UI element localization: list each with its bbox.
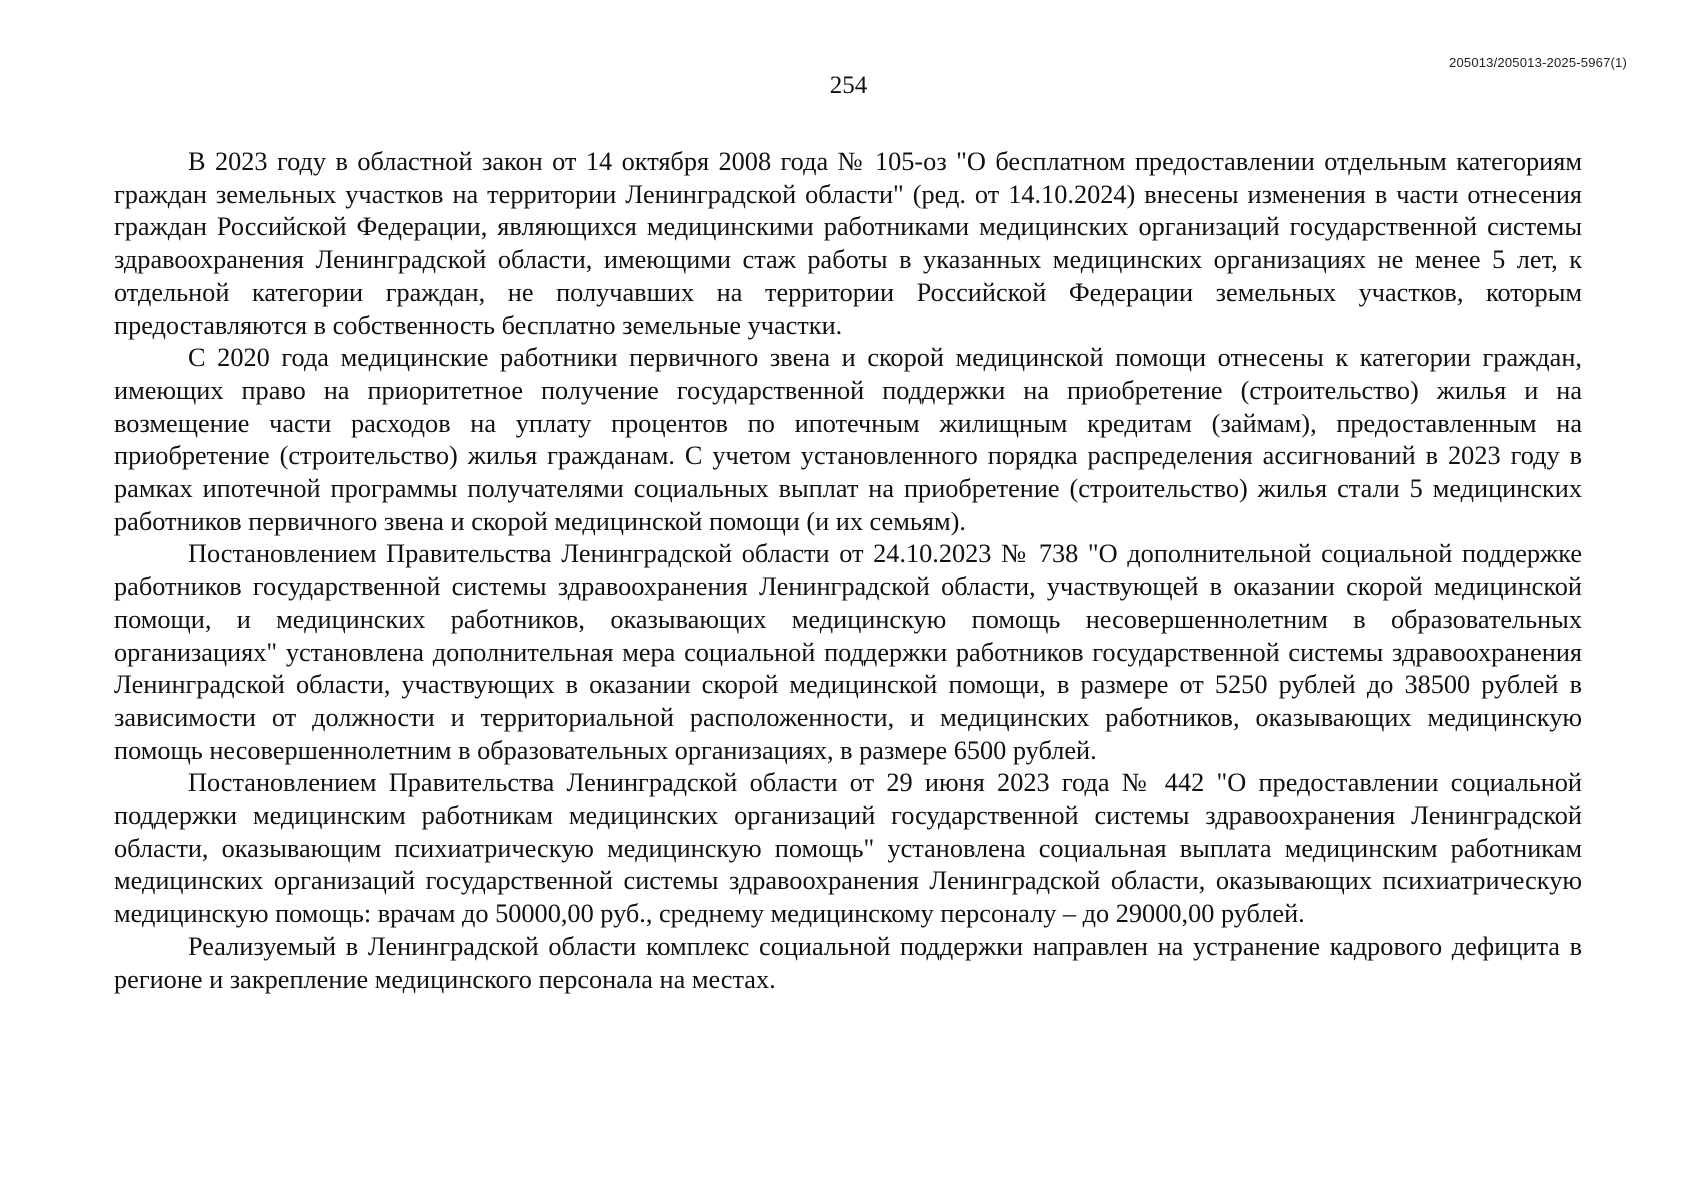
paragraph: Реализуемый в Ленинградской области комплекс социальной поддержки направлен на устранение кадрового дефицита в регионе и закрепление медицинского персонала на местах. <box>114 931 1582 994</box>
paragraph: Постановлением Правительства Ленинградской области от 29 июня 2023 года № 442 "О предоставлении социальной поддержки медицинским работникам медицинских организаций государственной системы здравоохранения Ленинградской области, оказывающим психиатрическую медицинскую помощь" установлена социальная выплата медицинским работникам медицинских организаций государственной системы здравоохранения Ленинградской области, оказывающих психиатрическую медицинскую помощь: врачам до 50000,00 руб., среднему медицинскому персоналу – до 29000,00 рублей. <box>114 768 1582 929</box>
document-id: 205013/205013-2025-5967(1) <box>1449 55 1627 70</box>
paragraph: С 2020 года медицинские работники первичного звена и скорой медицинской помощи отнесены к категории граждан, имеющих право на приоритетное получение государственной поддержки на приобретение (строительство) жилья и на возмещение части расходов на уплату процентов по ипотечным жилищным кредитам (займам), предоставленным на приобретение (строительство) жилья гражданам. С учетом установленного порядка распределения ассигнований в 2023 году в рамках ипотечной программы получателями социальных выплат на приобретение (строительство) жилья стали 5 медицинских работников первичного звена и скорой медицинской помощи (и их семьям). <box>114 343 1582 536</box>
page-number: 254 <box>829 72 868 99</box>
paragraph: Постановлением Правительства Ленинградской области от 24.10.2023 № 738 "О дополнительной социальной поддержке работников государственной системы здравоохранения Ленинградской области, участвующей в оказании скорой медицинской помощи, и медицинских работников, оказывающих медицинскую помощь несовершеннолетним в образовательных организациях" установлена дополнительная мера социальной поддержки работников государственной системы здравоохранения Ленинградской области, участвующих в оказании скорой медицинской помощи, в размере от 5250 рублей до 38500 рублей в зависимости от должности и территориальной расположенности, и медицинских работников, оказывающих медицинскую помощь несовершеннолетним в образовательных организациях, в размере 6500 рублей. <box>114 539 1582 765</box>
paragraph: В 2023 году в областной закон от 14 октября 2008 года № 105-оз "О бесплатном предоставлении отдельным категориям граждан земельных участков на территории Ленинградской области" (ред. от 14.10.2024) внесены изменения в части отнесения граждан Российской Федерации, являющихся медицинскими работниками медицинских организаций государственной системы здравоохранения Ленинградской области, имеющими стаж работы в указанных медицинских организациях не менее 5 лет, к отдельной категории граждан, не получавших на территории Российской Федерации земельных участков, которым предоставляются в собственность бесплатно земельные участки. <box>114 147 1582 340</box>
document-body <box>114 146 1582 996</box>
